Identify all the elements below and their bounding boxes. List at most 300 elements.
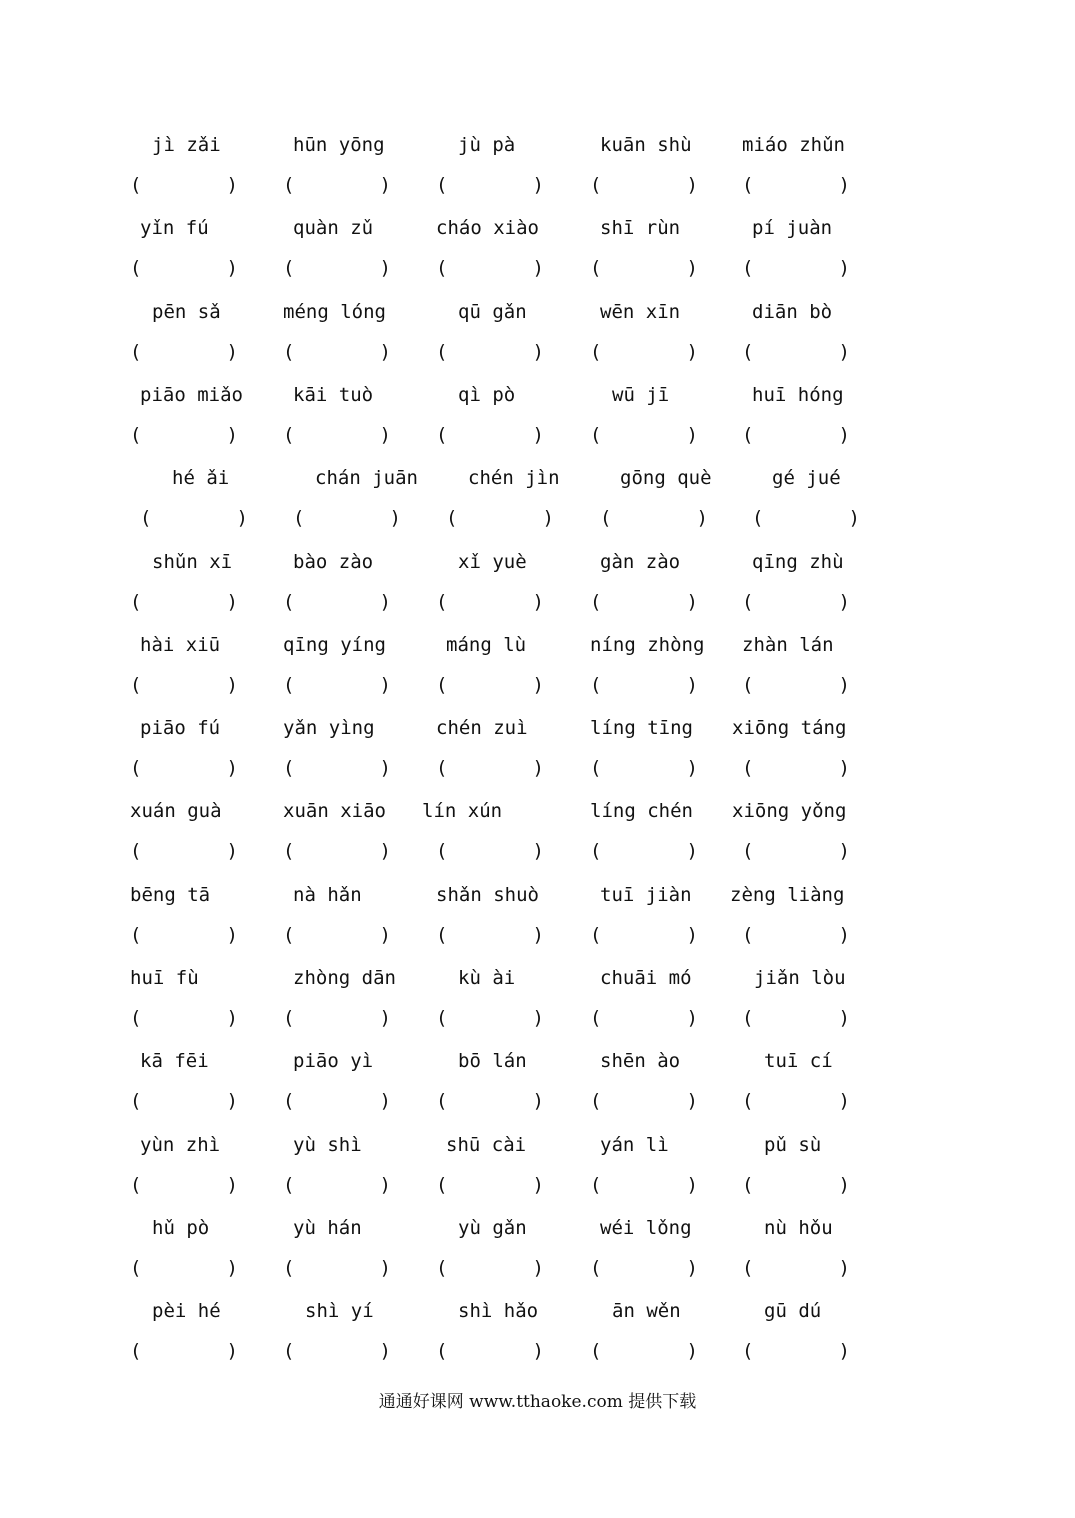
- open-paren: (: [600, 507, 612, 529]
- answer-blank[interactable]: [600, 506, 708, 530]
- pinyin-text: chén zuì: [436, 717, 528, 739]
- pinyin-text: shī rùn: [600, 217, 681, 239]
- close-paren: ): [532, 1340, 544, 1362]
- close-paren: ): [838, 1257, 850, 1279]
- answer-blank[interactable]: [130, 423, 238, 447]
- pinyin-text: qīng yíng: [283, 634, 386, 656]
- close-paren: ): [532, 1257, 544, 1279]
- close-paren: ): [696, 507, 708, 529]
- open-paren: (: [130, 674, 142, 696]
- answer-blank[interactable]: [436, 1173, 544, 1197]
- pinyin-text: shū cài: [446, 1134, 527, 1156]
- pinyin-text: pèi hé: [152, 1300, 221, 1322]
- answer-blank[interactable]: [130, 756, 238, 780]
- close-paren: ): [532, 757, 544, 779]
- pinyin-text: jiǎn lòu: [754, 967, 846, 989]
- pinyin-text: lín xún: [422, 800, 503, 822]
- close-paren: ): [532, 424, 544, 446]
- answer-blank[interactable]: [283, 340, 391, 364]
- open-paren: (: [752, 507, 764, 529]
- pinyin-text: xiōng yǒng: [732, 800, 847, 822]
- open-paren: (: [436, 1007, 448, 1029]
- answer-blank[interactable]: [742, 340, 850, 364]
- answer-blank[interactable]: [742, 673, 850, 697]
- open-paren: (: [436, 924, 448, 946]
- pinyin-text: tuī cí: [764, 1050, 833, 1072]
- pinyin-text: nà hǎn: [293, 884, 362, 906]
- answer-blank[interactable]: [590, 1256, 698, 1280]
- pinyin-text: zhòng dān: [293, 967, 396, 989]
- open-paren: (: [590, 1340, 602, 1362]
- open-paren: (: [742, 1174, 754, 1196]
- close-paren: ): [226, 424, 238, 446]
- close-paren: ): [686, 174, 698, 196]
- pinyin-text: chuāi mó: [600, 967, 692, 989]
- open-paren: (: [590, 840, 602, 862]
- open-paren: (: [283, 257, 295, 279]
- pinyin-text: hǔ pò: [152, 1217, 210, 1239]
- pinyin-text: qì pò: [458, 384, 516, 406]
- open-paren: (: [436, 1174, 448, 1196]
- answer-blank[interactable]: [283, 1006, 391, 1030]
- answer-blank[interactable]: [283, 1173, 391, 1197]
- open-paren: (: [130, 1340, 142, 1362]
- pinyin-text: yǐn fú: [140, 217, 209, 239]
- answer-blank[interactable]: [742, 1173, 850, 1197]
- close-paren: ): [838, 591, 850, 613]
- close-paren: ): [686, 1340, 698, 1362]
- open-paren: (: [742, 257, 754, 279]
- pinyin-text: wéi lǒng: [600, 1217, 692, 1239]
- open-paren: (: [283, 1340, 295, 1362]
- open-paren: (: [742, 1007, 754, 1029]
- answer-blank[interactable]: [130, 256, 238, 280]
- close-paren: ): [838, 1340, 850, 1362]
- pinyin-text: bēng tā: [130, 884, 211, 906]
- pinyin-text: méng lóng: [283, 301, 386, 323]
- open-paren: (: [742, 924, 754, 946]
- close-paren: ): [532, 1007, 544, 1029]
- close-paren: ): [838, 1174, 850, 1196]
- answer-blank[interactable]: [436, 590, 544, 614]
- open-paren: (: [283, 924, 295, 946]
- answer-blank[interactable]: [283, 423, 391, 447]
- close-paren: ): [226, 174, 238, 196]
- open-paren: (: [590, 257, 602, 279]
- answer-blank[interactable]: [742, 1006, 850, 1030]
- open-paren: (: [130, 1257, 142, 1279]
- answer-blank[interactable]: [742, 590, 850, 614]
- answer-blank[interactable]: [752, 506, 860, 530]
- answer-blank[interactable]: [436, 1256, 544, 1280]
- close-paren: ): [532, 1174, 544, 1196]
- pinyin-text: gàn zào: [600, 551, 681, 573]
- answer-blank[interactable]: [283, 756, 391, 780]
- close-paren: ): [226, 840, 238, 862]
- close-paren: ): [686, 1257, 698, 1279]
- pinyin-text: kuān shù: [600, 134, 692, 156]
- open-paren: (: [590, 591, 602, 613]
- close-paren: ): [226, 257, 238, 279]
- pinyin-text: piāo fú: [140, 717, 221, 739]
- close-paren: ): [226, 1340, 238, 1362]
- answer-blank[interactable]: [446, 506, 554, 530]
- open-paren: (: [283, 341, 295, 363]
- answer-blank[interactable]: [130, 1173, 238, 1197]
- close-paren: ): [379, 257, 391, 279]
- pinyin-text: nù hǒu: [764, 1217, 833, 1239]
- pinyin-text: piāo yì: [293, 1050, 374, 1072]
- pinyin-text: líng chén: [590, 800, 693, 822]
- pinyin-text: líng tīng: [590, 717, 693, 739]
- open-paren: (: [436, 1340, 448, 1362]
- close-paren: ): [532, 257, 544, 279]
- answer-blank[interactable]: [130, 923, 238, 947]
- pinyin-text: gé jué: [772, 467, 841, 489]
- open-paren: (: [130, 1007, 142, 1029]
- answer-blank[interactable]: [436, 756, 544, 780]
- pinyin-text: huī hóng: [752, 384, 844, 406]
- close-paren: ): [379, 840, 391, 862]
- pinyin-text: yù shì: [293, 1134, 362, 1156]
- answer-blank[interactable]: [742, 923, 850, 947]
- pinyin-text: jù pà: [458, 134, 516, 156]
- answer-blank[interactable]: [590, 423, 698, 447]
- answer-blank[interactable]: [590, 173, 698, 197]
- answer-blank[interactable]: [742, 173, 850, 197]
- open-paren: (: [283, 1257, 295, 1279]
- answer-blank[interactable]: [590, 340, 698, 364]
- close-paren: ): [532, 174, 544, 196]
- open-paren: (: [436, 591, 448, 613]
- answer-blank[interactable]: [590, 1339, 698, 1363]
- close-paren: ): [226, 757, 238, 779]
- answer-blank[interactable]: [130, 839, 238, 863]
- pinyin-text: chán juān: [315, 467, 418, 489]
- close-paren: ): [838, 1090, 850, 1112]
- close-paren: ): [838, 341, 850, 363]
- close-paren: ): [848, 507, 860, 529]
- close-paren: ): [686, 591, 698, 613]
- close-paren: ): [532, 591, 544, 613]
- answer-blank[interactable]: [130, 173, 238, 197]
- open-paren: (: [283, 424, 295, 446]
- open-paren: (: [436, 257, 448, 279]
- answer-blank[interactable]: [283, 1256, 391, 1280]
- close-paren: ): [226, 1257, 238, 1279]
- answer-blank[interactable]: [590, 673, 698, 697]
- answer-blank[interactable]: [293, 506, 401, 530]
- pinyin-text: yǎn yìng: [283, 717, 375, 739]
- close-paren: ): [686, 1007, 698, 1029]
- answer-blank[interactable]: [436, 1006, 544, 1030]
- pinyin-text: chén jìn: [468, 467, 560, 489]
- open-paren: (: [590, 1257, 602, 1279]
- answer-blank[interactable]: [590, 756, 698, 780]
- pinyin-text: níng zhòng: [590, 634, 705, 656]
- open-paren: (: [590, 174, 602, 196]
- close-paren: ): [532, 1090, 544, 1112]
- pinyin-text: zèng liàng: [730, 884, 845, 906]
- pinyin-text: kāi tuò: [293, 384, 374, 406]
- open-paren: (: [436, 424, 448, 446]
- answer-blank[interactable]: [130, 340, 238, 364]
- answer-blank[interactable]: [742, 423, 850, 447]
- pinyin-text: shì hǎo: [458, 1300, 539, 1322]
- open-paren: (: [130, 591, 142, 613]
- pinyin-text: miáo zhǔn: [742, 134, 845, 156]
- pinyin-text: hūn yōng: [293, 134, 385, 156]
- pinyin-text: wēn xīn: [600, 301, 681, 323]
- close-paren: ): [226, 674, 238, 696]
- open-paren: (: [742, 674, 754, 696]
- close-paren: ): [389, 507, 401, 529]
- answer-blank[interactable]: [590, 923, 698, 947]
- close-paren: ): [838, 1007, 850, 1029]
- pinyin-text: bào zào: [293, 551, 374, 573]
- close-paren: ): [226, 1007, 238, 1029]
- close-paren: ): [686, 840, 698, 862]
- answer-blank[interactable]: [436, 1089, 544, 1113]
- close-paren: ): [379, 341, 391, 363]
- open-paren: (: [742, 840, 754, 862]
- open-paren: (: [742, 591, 754, 613]
- open-paren: (: [742, 341, 754, 363]
- pinyin-text: yán lì: [600, 1134, 669, 1156]
- close-paren: ): [379, 591, 391, 613]
- answer-blank[interactable]: [742, 256, 850, 280]
- answer-blank[interactable]: [590, 590, 698, 614]
- answer-blank[interactable]: [436, 839, 544, 863]
- open-paren: (: [742, 757, 754, 779]
- open-paren: (: [446, 507, 458, 529]
- answer-blank[interactable]: [283, 256, 391, 280]
- pinyin-text: huī fù: [130, 967, 199, 989]
- open-paren: (: [130, 424, 142, 446]
- close-paren: ): [686, 1090, 698, 1112]
- answer-blank[interactable]: [283, 1089, 391, 1113]
- pinyin-text: pēn sǎ: [152, 301, 221, 323]
- open-paren: (: [283, 674, 295, 696]
- pinyin-text: zhàn lán: [742, 634, 834, 656]
- answer-blank[interactable]: [130, 1339, 238, 1363]
- open-paren: (: [590, 1174, 602, 1196]
- close-paren: ): [532, 674, 544, 696]
- answer-blank[interactable]: [283, 590, 391, 614]
- close-paren: ): [532, 840, 544, 862]
- open-paren: (: [742, 424, 754, 446]
- close-paren: ): [226, 924, 238, 946]
- answer-blank[interactable]: [436, 673, 544, 697]
- open-paren: (: [590, 1007, 602, 1029]
- open-paren: (: [590, 341, 602, 363]
- close-paren: ): [838, 257, 850, 279]
- close-paren: ): [379, 174, 391, 196]
- close-paren: ): [686, 257, 698, 279]
- answer-blank[interactable]: [283, 173, 391, 197]
- open-paren: (: [130, 257, 142, 279]
- answer-blank[interactable]: [283, 673, 391, 697]
- answer-blank[interactable]: [436, 923, 544, 947]
- close-paren: ): [379, 674, 391, 696]
- pinyin-text: shì yí: [305, 1300, 374, 1322]
- open-paren: (: [283, 1007, 295, 1029]
- close-paren: ): [379, 1090, 391, 1112]
- open-paren: (: [742, 174, 754, 196]
- open-paren: (: [590, 424, 602, 446]
- close-paren: ): [379, 424, 391, 446]
- open-paren: (: [130, 174, 142, 196]
- open-paren: (: [283, 591, 295, 613]
- answer-blank[interactable]: [742, 1089, 850, 1113]
- open-paren: (: [436, 174, 448, 196]
- close-paren: ): [226, 1174, 238, 1196]
- answer-blank[interactable]: [590, 1006, 698, 1030]
- open-paren: (: [283, 840, 295, 862]
- answer-blank[interactable]: [742, 1339, 850, 1363]
- pinyin-text: diān bò: [752, 301, 833, 323]
- answer-blank[interactable]: [283, 839, 391, 863]
- open-paren: (: [742, 1257, 754, 1279]
- pinyin-text: máng lù: [446, 634, 527, 656]
- pinyin-text: pí juàn: [752, 217, 833, 239]
- close-paren: ): [532, 341, 544, 363]
- pinyin-text: ān wěn: [612, 1300, 681, 1322]
- close-paren: ): [686, 424, 698, 446]
- answer-blank[interactable]: [130, 1006, 238, 1030]
- pinyin-text: yù hán: [293, 1217, 362, 1239]
- open-paren: (: [590, 674, 602, 696]
- close-paren: ): [379, 924, 391, 946]
- pinyin-text: hài xiū: [140, 634, 221, 656]
- close-paren: ): [838, 174, 850, 196]
- answer-blank[interactable]: [590, 1173, 698, 1197]
- answer-blank[interactable]: [742, 839, 850, 863]
- open-paren: (: [293, 507, 305, 529]
- answer-blank[interactable]: [130, 1089, 238, 1113]
- close-paren: ): [379, 1257, 391, 1279]
- pinyin-text: yù gǎn: [458, 1217, 527, 1239]
- answer-blank[interactable]: [742, 756, 850, 780]
- answer-blank[interactable]: [436, 1339, 544, 1363]
- answer-blank[interactable]: [742, 1256, 850, 1280]
- open-paren: (: [436, 1090, 448, 1112]
- close-paren: ): [226, 1090, 238, 1112]
- open-paren: (: [742, 1340, 754, 1362]
- close-paren: ): [379, 1340, 391, 1362]
- open-paren: (: [436, 1257, 448, 1279]
- answer-blank[interactable]: [436, 173, 544, 197]
- close-paren: ): [236, 507, 248, 529]
- answer-blank[interactable]: [283, 1339, 391, 1363]
- open-paren: (: [140, 507, 152, 529]
- open-paren: (: [436, 757, 448, 779]
- answer-blank[interactable]: [590, 256, 698, 280]
- close-paren: ): [542, 507, 554, 529]
- close-paren: ): [686, 1174, 698, 1196]
- pinyin-text: kù ài: [458, 967, 516, 989]
- open-paren: (: [283, 757, 295, 779]
- close-paren: ): [686, 674, 698, 696]
- open-paren: (: [130, 1174, 142, 1196]
- pinyin-text: shǔn xī: [152, 551, 233, 573]
- pinyin-text: shǎn shuò: [436, 884, 539, 906]
- open-paren: (: [130, 341, 142, 363]
- answer-blank[interactable]: [130, 590, 238, 614]
- close-paren: ): [379, 757, 391, 779]
- close-paren: ): [226, 591, 238, 613]
- close-paren: ): [686, 924, 698, 946]
- answer-blank[interactable]: [436, 423, 544, 447]
- pinyin-text: tuī jiàn: [600, 884, 692, 906]
- pinyin-text: pǔ sù: [764, 1134, 822, 1156]
- answer-blank[interactable]: [436, 340, 544, 364]
- pinyin-text: bō lán: [458, 1050, 527, 1072]
- close-paren: ): [686, 757, 698, 779]
- answer-blank[interactable]: [130, 673, 238, 697]
- open-paren: (: [590, 757, 602, 779]
- pinyin-text: xǐ yuè: [458, 551, 527, 573]
- answer-blank[interactable]: [283, 923, 391, 947]
- pinyin-text: hé ǎi: [172, 467, 230, 489]
- pinyin-text: qīng zhù: [752, 551, 844, 573]
- pinyin-text: shēn ào: [600, 1050, 681, 1072]
- pinyin-text: xiōng táng: [732, 717, 847, 739]
- close-paren: ): [686, 341, 698, 363]
- open-paren: (: [130, 924, 142, 946]
- open-paren: (: [283, 174, 295, 196]
- open-paren: (: [590, 1090, 602, 1112]
- pinyin-text: kā fēi: [140, 1050, 209, 1072]
- open-paren: (: [130, 757, 142, 779]
- pinyin-text: gū dú: [764, 1300, 822, 1322]
- answer-blank[interactable]: [140, 506, 248, 530]
- pinyin-text: jì zǎi: [152, 134, 221, 156]
- pinyin-text: quàn zǔ: [293, 217, 374, 239]
- open-paren: (: [130, 1090, 142, 1112]
- close-paren: ): [532, 924, 544, 946]
- pinyin-text: xuán guà: [130, 800, 222, 822]
- close-paren: ): [379, 1007, 391, 1029]
- open-paren: (: [590, 924, 602, 946]
- close-paren: ): [838, 674, 850, 696]
- pinyin-text: piāo miǎo: [140, 384, 243, 406]
- open-paren: (: [436, 840, 448, 862]
- pinyin-text: qū gǎn: [458, 301, 527, 323]
- open-paren: (: [436, 341, 448, 363]
- pinyin-text: xuān xiāo: [283, 800, 386, 822]
- open-paren: (: [130, 840, 142, 862]
- close-paren: ): [838, 924, 850, 946]
- answer-blank[interactable]: [590, 839, 698, 863]
- open-paren: (: [436, 674, 448, 696]
- pinyin-text: gōng què: [620, 467, 712, 489]
- pinyin-text: yùn zhì: [140, 1134, 221, 1156]
- answer-blank[interactable]: [130, 1256, 238, 1280]
- pinyin-text: cháo xiào: [436, 217, 539, 239]
- answer-blank[interactable]: [436, 256, 544, 280]
- pinyin-text: wū jī: [612, 384, 670, 406]
- close-paren: ): [838, 757, 850, 779]
- open-paren: (: [283, 1090, 295, 1112]
- open-paren: (: [742, 1090, 754, 1112]
- footer-credit: 通通好课网 www.tthaoke.com 提供下载: [378, 1392, 697, 1412]
- close-paren: ): [379, 1174, 391, 1196]
- answer-blank[interactable]: [590, 1089, 698, 1113]
- close-paren: ): [838, 840, 850, 862]
- open-paren: (: [283, 1174, 295, 1196]
- close-paren: ): [226, 341, 238, 363]
